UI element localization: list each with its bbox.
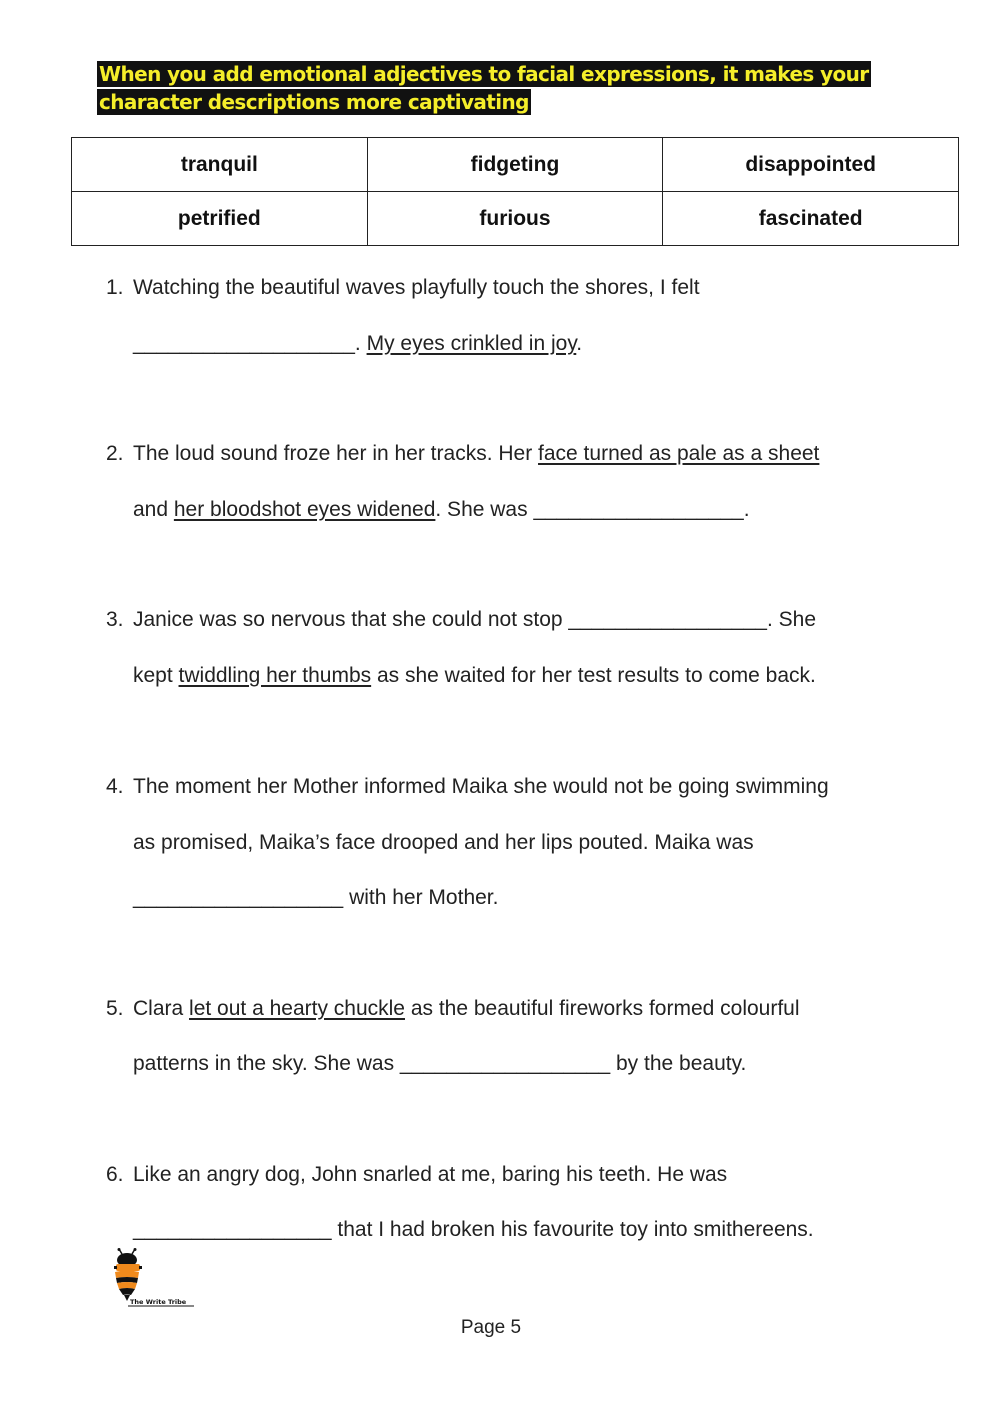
question-number: 2. [106,442,124,465]
question-text: Clara [133,997,190,1020]
answer-blank[interactable]: __________________ [533,498,744,521]
question-text: Watching the beautiful waves playfully touch the shores, I felt [133,276,700,299]
answer-blank[interactable]: __________________ [399,1052,611,1075]
underlined-phrase: twiddling her thumbs [178,664,372,687]
word-bank-cell: fascinated [663,192,959,246]
question-number: 4. [106,775,124,798]
question-text: Janice was so nervous that she could not stop [133,608,569,631]
question-text: The moment her Mother informed Maika she would not be going swimming [133,775,829,798]
word-bank-cell: furious [367,192,663,246]
word-bank-cell: petrified [72,192,368,246]
word-bank-cell: disappointed [663,138,959,192]
word-bank-cell: tranquil [72,138,368,192]
worksheet-heading-text: When you add emotional adjectives to facial expressions, it makes your character descriptions more captivating [99,62,869,114]
the-write-tribe-logo [108,1248,198,1310]
underlined-phrase: let out a hearty chuckle [189,997,405,1020]
underlined-phrase: My eyes crinkled in joy [366,332,577,355]
answer-blank[interactable]: ___________________ [133,332,355,355]
answer-blank[interactable]: __________________ [133,886,344,909]
answer-blank[interactable]: _________________ [568,608,767,631]
question-text: The loud sound froze her in her tracks. Her [133,442,539,465]
underlined-phrase: her bloodshot eyes widened [173,498,436,521]
question-text: as promised, Maika’s face drooped and her lips pouted. Maika was [133,831,754,854]
question-text: Like an angry dog, John snarled at me, baring his teeth. He was [133,1163,728,1186]
word-bank-row [72,192,959,246]
page-number: Page 5 [460,1317,522,1338]
question-number: 3. [106,608,124,631]
question-number: 6. [106,1163,124,1186]
worksheet-heading [97,60,907,116]
bee-icon [108,1248,198,1310]
word-bank-cell: fidgeting [367,138,663,192]
question-number: 5. [106,997,124,1020]
logo-text: The Write Tribe [130,1298,187,1306]
question-number: 1. [106,276,124,299]
word-bank-row [72,138,959,192]
underlined-phrase: face turned as pale as a sheet [538,442,820,465]
answer-blank[interactable]: _________________ [133,1218,332,1241]
word-bank-table [71,137,959,246]
